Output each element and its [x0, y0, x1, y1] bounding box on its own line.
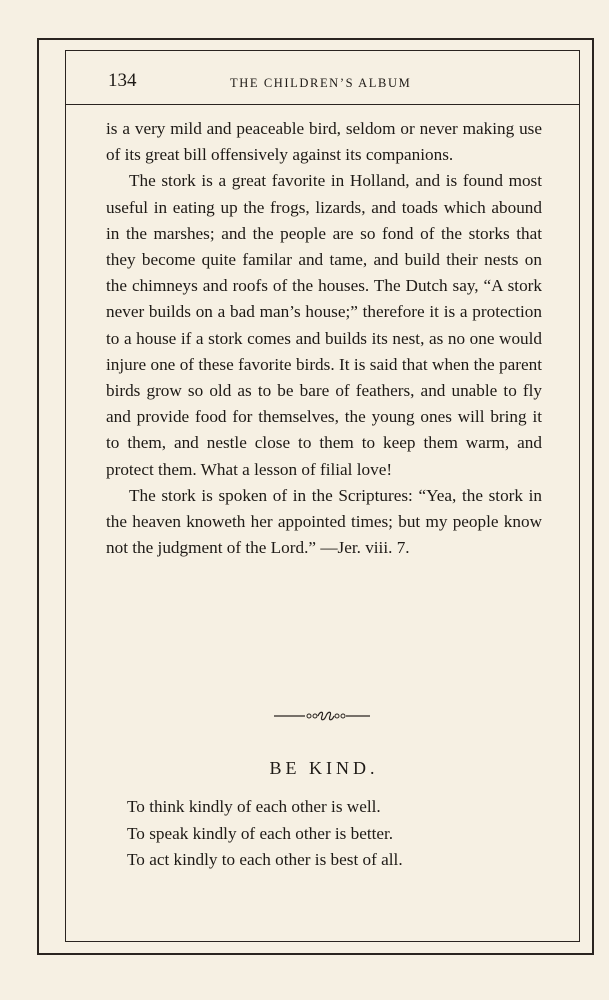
- paragraph-stork-scriptures: The stork is spoken of in the Scriptures: “Yea, the stork in the heaven knoweth her appointed times; but my people know not the judgment of the Lord.” —Jer. viii. 7.: [106, 485, 542, 558]
- section-heading: BE KIND.: [269, 758, 379, 778]
- page-number: 134: [108, 70, 137, 91]
- poem-line: To act kindly to each other is best of all.: [127, 850, 403, 869]
- paragraph-stork-holland: The stork is a great favorite in Holland, and is found most useful in eating up the frogs, lizards, and toads which abound in the marshes; and the people are so fond of the storks that they become quite familar and tame, and build their nests on the chimneys and roofs of the houses. The Dutch say, “A stork never builds on a bad man’s house;” therefore it is a protection to a house if a stork comes and builds its nest, as no one would injure one of these favorite birds. It is said that when the parent birds grow so old as to be bare of feathers, and unable to fly and provide food for themselves, the young ones will bring it to them, and nestle close to them to keep them warm, and protect them. What a lesson of filial love!: [106, 171, 542, 479]
- ornament-divider: [272, 709, 372, 723]
- paragraph-continuation: is a very mild and peaceable bird, seldom or never making use of its great bill offensively against its companions.: [106, 119, 542, 165]
- running-head: THE CHILDREN’S ALBUM: [230, 76, 412, 90]
- poem: [127, 794, 403, 874]
- header-rule: [65, 104, 580, 105]
- poem-line: To speak kindly of each other is better.: [127, 823, 394, 843]
- poem-line: To think kindly of each other is well.: [127, 797, 381, 816]
- body-text: [106, 116, 542, 561]
